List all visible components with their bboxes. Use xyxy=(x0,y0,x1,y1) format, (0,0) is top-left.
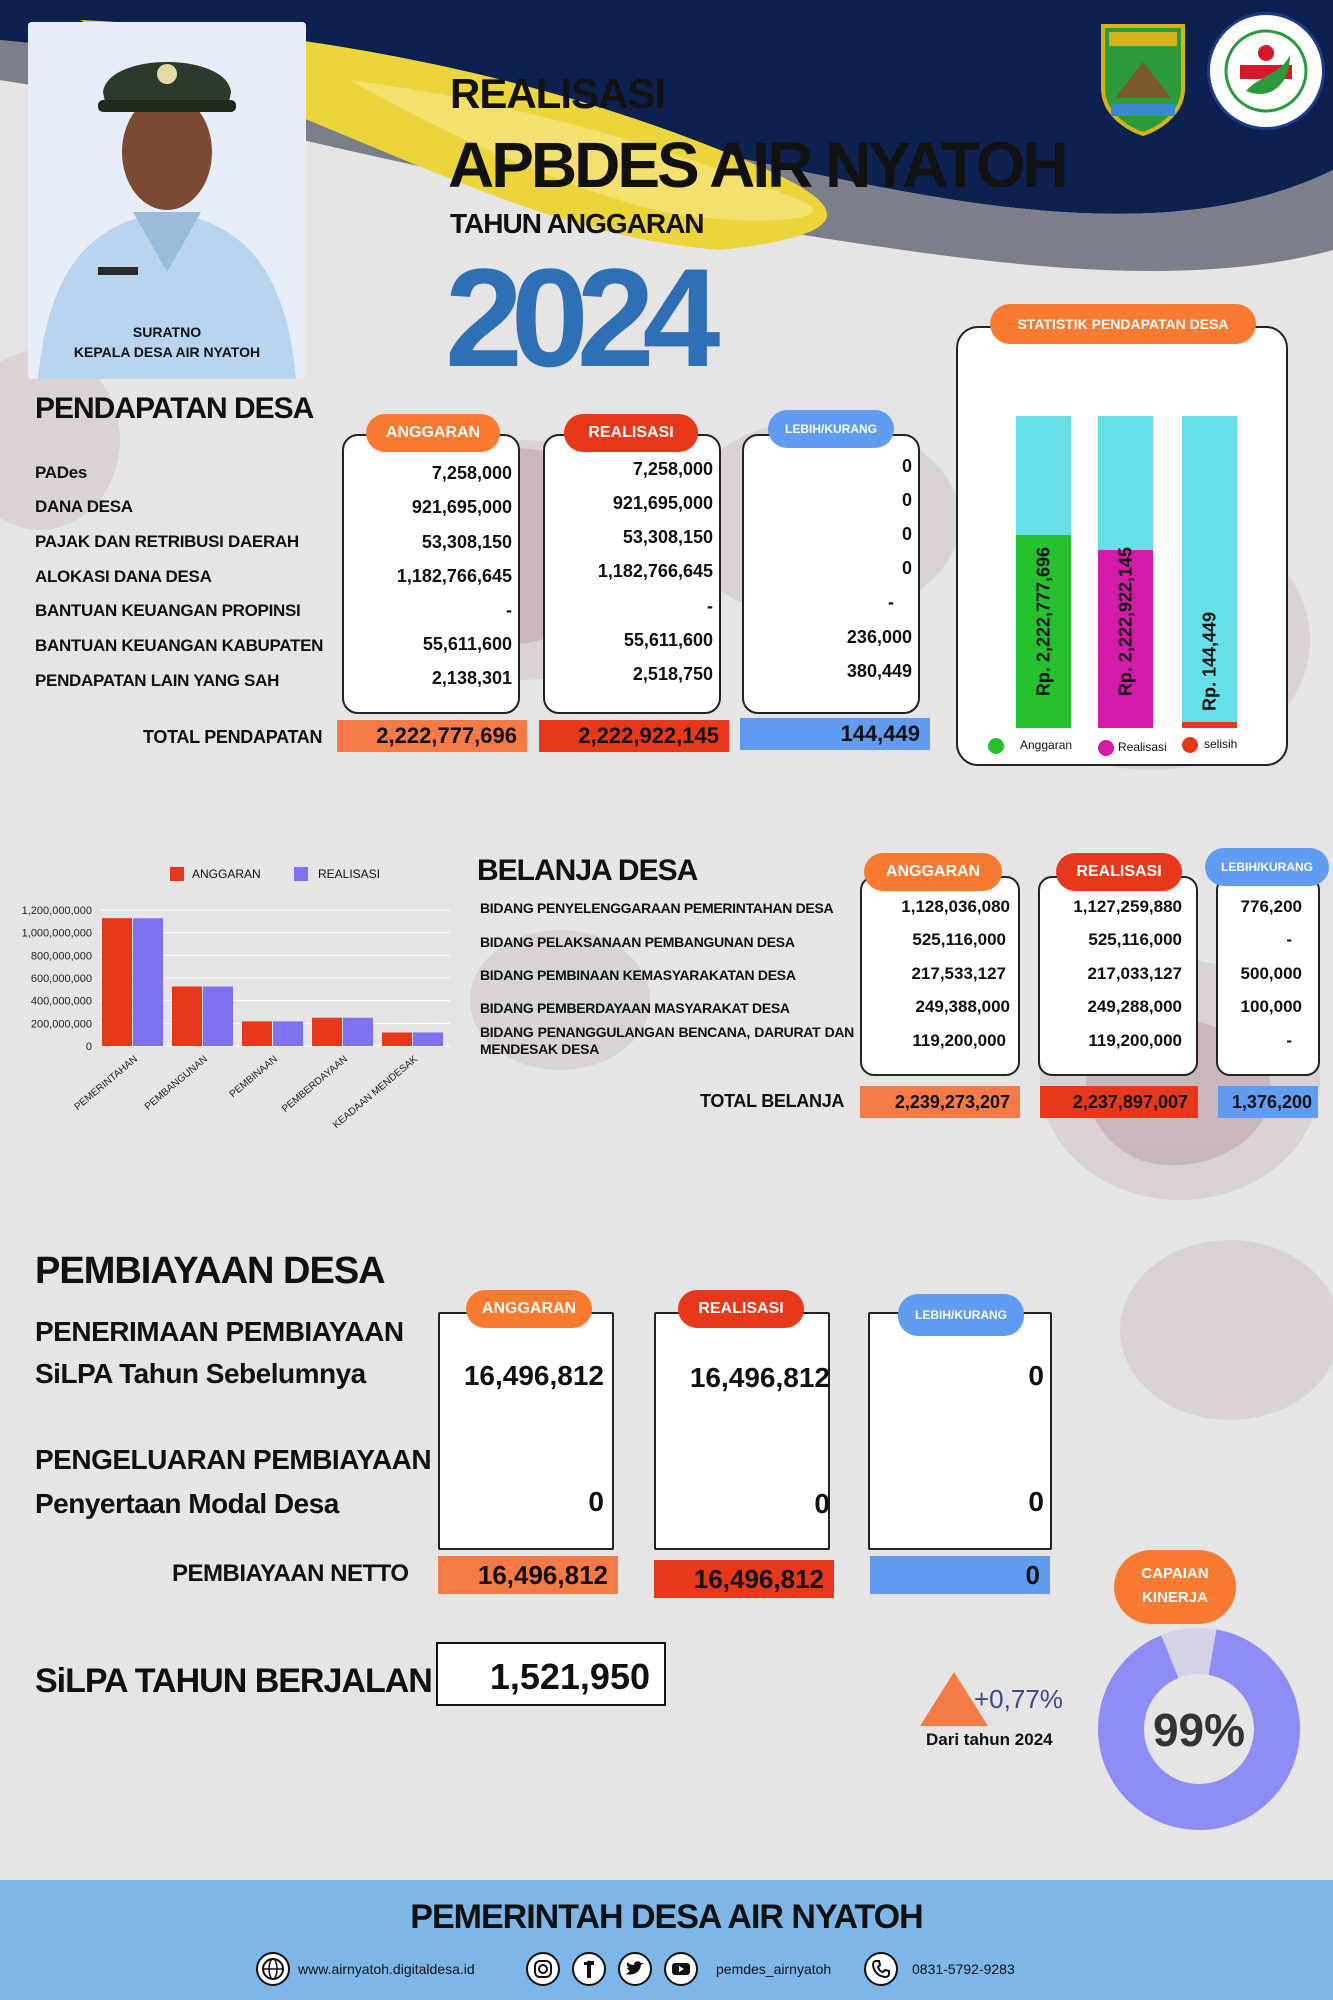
belanja-row-label: BIDANG PEMBINAAN KEMASYARAKATAN DESA xyxy=(480,967,796,983)
belanja-row-label: BIDANG PENANGGULANGAN BENCANA, DARURAT DAN MENDESAK DESA xyxy=(480,1024,854,1057)
chart-x-tick-label: KEADAAN MENDESAK xyxy=(331,1053,420,1131)
belanja-row-anggaran: 217,533,127 xyxy=(911,964,1006,983)
chart-x-tick-label: PEMBINAAN xyxy=(227,1053,280,1101)
stat-bar-realisasi xyxy=(1098,416,1153,728)
pendapatan-row-anggaran: - xyxy=(506,600,512,620)
legend-label: Realisasi xyxy=(1118,740,1167,754)
instagram-icon[interactable] xyxy=(526,1952,560,1986)
twitter-icon[interactable] xyxy=(618,1952,652,1986)
kementerian-emblem-icon xyxy=(1210,15,1322,127)
kinerja-title-line1: CAPAIAN xyxy=(1141,1565,1209,1582)
footer-social[interactable]: pemdes_airnyatoh xyxy=(716,1961,832,1977)
belanja-total-realisasi: 2,237,897,007 xyxy=(1040,1086,1198,1118)
pendapatan-row-anggaran: 7,258,000 xyxy=(431,463,512,483)
pendapatan-row-realisasi: 53,308,150 xyxy=(622,527,713,547)
belanja-row-lebih: 500,000 xyxy=(1240,964,1302,983)
belanja-row-lebih: - xyxy=(1286,1031,1292,1050)
belanja-total-lebih: 1,376,200 xyxy=(1218,1086,1318,1118)
legend-dot-selisih xyxy=(1182,737,1198,753)
pendapatan-row-lebih: 0 xyxy=(901,490,912,510)
pendapatan-row-lebih: - xyxy=(888,592,894,612)
legend-dot-realisasi xyxy=(1098,740,1114,756)
silpa-berjalan-label: SiLPA TAHUN BERJALAN xyxy=(35,1662,432,1700)
chart-bar-realisasi xyxy=(343,1018,373,1046)
pendapatan-row-realisasi: 2,518,750 xyxy=(632,664,713,684)
chart-y-tick-label: 400,000,000 xyxy=(30,995,92,1008)
belanja-row-label: BIDANG PELAKSANAAN PEMBANGUNAN DESA xyxy=(480,934,795,950)
year: 2024 xyxy=(445,239,709,396)
pendapatan-row-label: BANTUAN KEUANGAN PROPINSI xyxy=(35,601,301,620)
pendapatan-row-label: PADes xyxy=(35,463,88,482)
chart-y-tick-label: 0 xyxy=(85,1041,92,1053)
legend-label: selisih xyxy=(1204,737,1238,751)
title-main: APBDES AIR NYATOH xyxy=(448,129,1066,201)
belanja-row-lebih: - xyxy=(1286,930,1292,949)
pendapatan-row-anggaran: 921,695,000 xyxy=(411,497,512,517)
pendapatan-total-lebih: 144,449 xyxy=(740,718,930,750)
pendapatan-row-label: DANA DESA xyxy=(35,497,133,516)
pendapatan-row-realisasi: 1,182,766,645 xyxy=(597,561,713,581)
globe-icon xyxy=(256,1952,290,1986)
chart-legend-label: REALISASI xyxy=(318,867,381,881)
pembiayaan-realisasi-pill: REALISASI xyxy=(678,1290,804,1328)
belanja-row-label: BIDANG PENYELENGGARAAN PEMERINTAHAN DESA xyxy=(480,900,834,916)
legend-dot-anggaran xyxy=(988,738,1004,754)
belanja-row-realisasi: 217,033,127 xyxy=(1087,964,1182,983)
pendapatan-row-realisasi: 55,611,600 xyxy=(623,630,713,650)
pendapatan-row-anggaran: 2,138,301 xyxy=(431,668,512,688)
pendapatan-lebih-pill: LEBIH/KURANG xyxy=(768,410,894,448)
netto-anggaran: 16,496,812 xyxy=(438,1556,618,1594)
belanja-anggaran-pill: ANGGARAN xyxy=(864,853,1002,891)
belanja-row-realisasi: 1,127,259,880 xyxy=(1073,897,1182,916)
pendapatan-total-anggaran: 2,222,777,696 xyxy=(337,720,527,752)
netto-lebih: 0 xyxy=(870,1556,1050,1594)
chart-x-tick-label: PEMBANGUNAN xyxy=(142,1053,210,1113)
desa-logo xyxy=(1095,18,1191,136)
legend-label: Anggaran xyxy=(1020,738,1073,752)
belanja-row-anggaran: 119,200,000 xyxy=(912,1031,1006,1050)
belanja-row-label: BIDANG PEMBERDAYAAN MASYARAKAT DESA xyxy=(480,1000,790,1016)
kinerja-change: +0,77% xyxy=(974,1684,1063,1714)
kepala-desa-photo xyxy=(28,22,306,379)
person-name: SURATNO xyxy=(132,324,202,340)
footer xyxy=(0,1880,1333,2000)
belanja-realisasi-pill: REALISASI xyxy=(1056,853,1182,891)
kinerja-percent: 99% xyxy=(1152,1704,1246,1756)
silpa-anggaran: 16,496,812 xyxy=(463,1360,604,1391)
pendapatan-row-label: BANTUAN KEUANGAN KABUPATEN xyxy=(35,636,324,655)
pendapatan-row-anggaran: 53,308,150 xyxy=(421,532,512,552)
netto-realisasi: 16,496,812 xyxy=(654,1560,834,1598)
chart-y-tick-label: 200,000,000 xyxy=(30,1018,92,1031)
penerimaan-item: SiLPA Tahun Sebelumnya xyxy=(35,1358,366,1389)
belanja-row-realisasi: 119,200,000 xyxy=(1088,1031,1182,1050)
chart-bar-realisasi xyxy=(203,986,233,1046)
pendapatan-row-lebih: 0 xyxy=(901,558,912,578)
stat-bar-label: Rp. 2,222,922,145 xyxy=(1115,546,1136,697)
pendapatan-anggaran-pill: ANGGARAN xyxy=(366,414,500,452)
footer-phone[interactable]: 0831-5792-9283 xyxy=(912,1961,1015,1977)
chart-legend-label: ANGGARAN xyxy=(192,867,261,881)
kementerian-logo xyxy=(1207,12,1325,130)
belanja-row-lebih: 100,000 xyxy=(1240,997,1302,1016)
belanja-row-anggaran: 1,128,036,080 xyxy=(901,897,1010,916)
pendapatan-row-lebih: 0 xyxy=(901,456,912,476)
pendapatan-row-lebih: 0 xyxy=(901,524,912,544)
title-small: REALISASI xyxy=(450,70,666,117)
modal-realisasi: 0 xyxy=(814,1488,830,1519)
chart-bar-anggaran xyxy=(312,1018,342,1046)
stat-bar-anggaran xyxy=(1016,416,1071,728)
penerimaan-title: PENERIMAAN PEMBIAYAAN xyxy=(35,1316,404,1347)
chart-x-tick-label: PEMERINTAHAN xyxy=(72,1053,140,1113)
chart-bar-realisasi xyxy=(273,1021,303,1046)
modal-lebih: 0 xyxy=(1028,1486,1044,1517)
pendapatan-row-label: ALOKASI DANA DESA xyxy=(35,567,212,586)
pembiayaan-title: PEMBIAYAAN DESA xyxy=(35,1250,385,1292)
chart-y-tick-label: 600,000,000 xyxy=(30,973,92,985)
pendapatan-realisasi-pill: REALISASI xyxy=(564,414,698,452)
pendapatan-total-label: TOTAL PENDAPATAN xyxy=(143,727,323,747)
pengeluaran-item: Penyertaan Modal Desa xyxy=(35,1488,339,1519)
kinerja-change-note: Dari tahun 2024 xyxy=(926,1730,1053,1749)
statistik-title: STATISTIK PENDAPATAN DESA xyxy=(990,304,1256,344)
chart-bar-realisasi xyxy=(133,918,163,1046)
pendapatan-row-lebih: 236,000 xyxy=(846,627,912,647)
silpa-realisasi: 16,496,812 xyxy=(689,1362,830,1393)
belanja-row-realisasi: 525,116,000 xyxy=(1088,930,1182,949)
stat-bar-label: Rp. 2,222,777,696 xyxy=(1033,546,1054,697)
belanja-row-anggaran: 249,388,000 xyxy=(915,997,1010,1016)
kinerja-title-line2: KINERJA xyxy=(1142,1589,1208,1606)
pendapatan-row-anggaran: 1,182,766,645 xyxy=(396,566,512,586)
phone-icon[interactable] xyxy=(864,1952,898,1986)
belanja-row-lebih: 776,200 xyxy=(1240,897,1302,916)
pendapatan-row-realisasi: - xyxy=(707,596,713,616)
belanja-total-anggaran: 2,239,273,207 xyxy=(860,1086,1020,1118)
pendapatan-title: PENDAPATAN DESA xyxy=(35,392,314,425)
chart-bar-anggaran xyxy=(102,918,132,1046)
pendapatan-row-realisasi: 7,258,000 xyxy=(632,459,713,479)
belanja-row-realisasi: 249,288,000 xyxy=(1087,997,1182,1016)
silpa-berjalan-value: 1,521,950 xyxy=(489,1656,650,1697)
pengeluaran-title: PENGELUARAN PEMBIAYAAN xyxy=(35,1444,432,1475)
pendapatan-row-lebih: 380,449 xyxy=(846,661,912,681)
chart-bar-anggaran xyxy=(242,1021,272,1046)
desa-shield-icon xyxy=(1095,18,1191,136)
pembiayaan-anggaran-pill: ANGGARAN xyxy=(466,1290,592,1328)
chart-bar-anggaran xyxy=(172,986,202,1046)
chart-x-tick-label: PEMBERDAYAAN xyxy=(280,1053,350,1115)
pendapatan-row-label: PENDAPATAN LAIN YANG SAH xyxy=(35,671,280,690)
modal-anggaran: 0 xyxy=(588,1486,604,1517)
pendapatan-row-realisasi: 921,695,000 xyxy=(612,493,713,513)
pendapatan-total-realisasi: 2,222,922,145 xyxy=(539,720,729,752)
pendapatan-row-anggaran: 55,611,600 xyxy=(422,634,512,654)
subtitle: TAHUN ANGGARAN xyxy=(450,208,704,239)
footer-title: PEMERINTAH DESA AIR NYATOH xyxy=(410,1898,923,1936)
chart-plot xyxy=(0,850,460,1160)
footer-website[interactable]: www.airnyatoh.digitaldesa.id xyxy=(298,1961,475,1977)
pembiayaan-lebih-pill: LEBIH/KURANG xyxy=(898,1294,1024,1336)
kinerja-title-badge xyxy=(1114,1550,1236,1624)
chart-bar-realisasi xyxy=(413,1032,443,1046)
stat-bar-selisih xyxy=(1182,416,1237,728)
silpa-lebih: 0 xyxy=(1028,1360,1044,1391)
belanja-chart xyxy=(0,850,460,1160)
belanja-row-anggaran: 525,116,000 xyxy=(912,930,1006,949)
chart-y-tick-label: 800,000,000 xyxy=(30,950,92,963)
facebook-icon[interactable] xyxy=(572,1952,606,1986)
netto-label: PEMBIAYAAN NETTO xyxy=(172,1560,409,1587)
belanja-lebih-pill: LEBIH/KURANG xyxy=(1205,848,1329,886)
chart-y-tick-label: 1,000,000,000 xyxy=(21,927,92,940)
belanja-total-label: TOTAL BELANJA xyxy=(700,1091,845,1111)
person-title: KEPALA DESA AIR NYATOH xyxy=(73,344,261,360)
chart-y-tick-label: 1,200,000,000 xyxy=(21,905,92,917)
pendapatan-row-label: PAJAK DAN RETRIBUSI DAERAH xyxy=(35,532,299,551)
chart-bar-anggaran xyxy=(382,1032,412,1046)
belanja-title: BELANJA DESA xyxy=(477,854,698,887)
stat-bar-label: Rp. 144,449 xyxy=(1199,611,1220,712)
youtube-icon[interactable] xyxy=(664,1952,698,1986)
silpa-berjalan-box xyxy=(436,1642,666,1706)
